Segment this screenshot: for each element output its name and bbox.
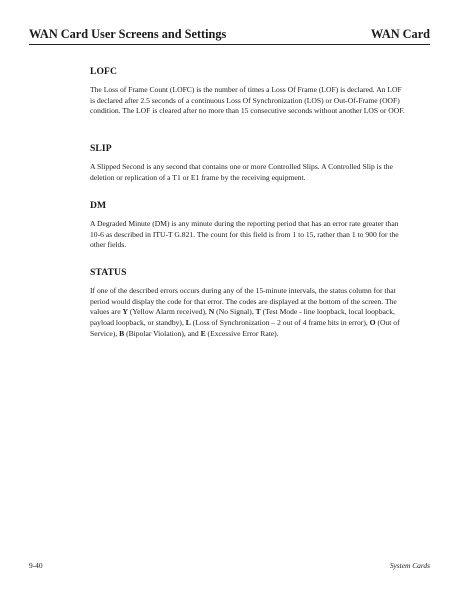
status-code-excessive-error-rate: E bbox=[200, 328, 206, 338]
status-text: (Yellow Alarm received), bbox=[127, 307, 209, 317]
status-text: (Test Mode - line loopback, local loopback, payload loopback, or standby), bbox=[90, 307, 395, 328]
section-heading-status: STATUS bbox=[90, 267, 127, 278]
header-section-title: WAN Card User Screens and Settings bbox=[29, 27, 227, 41]
footer-page-number: 9-40 bbox=[29, 561, 43, 570]
section-body-dm: A Degraded Minute (DM) is any minute during the reporting period that has an error rate greater than 10-6 as described in ITU-T G.821. The count for this field is from 1 to 15, rather than 1 to 900 for the other fields. bbox=[90, 219, 399, 250]
header-card-title: WAN Card bbox=[370, 27, 430, 41]
section-dm bbox=[90, 200, 408, 251]
page-header bbox=[29, 24, 430, 45]
status-code-yellow-alarm: Y bbox=[122, 307, 128, 317]
status-text: (Loss of Synchronization – 2 out of 4 frame bits in error), bbox=[190, 318, 370, 328]
section-slip bbox=[90, 143, 408, 183]
footer-chapter-title: System Cards bbox=[389, 561, 430, 570]
section-lofc bbox=[90, 66, 408, 117]
section-body-slip: A Slipped Second is any second that contains one or more Controlled Slips. A Controlled Slip is the deletion or replication of a T1 or E1 frame by the receiving equipment. bbox=[90, 162, 393, 182]
status-text: (Bipolar Violation), and bbox=[124, 328, 201, 338]
section-body-lofc: The Loss of Frame Count (LOFC) is the number of times a Loss Of Frame (LOF) is declared. An LOF is declared after 2.5 seconds of a continuous Loss Of Synchronization (LOS) or Out-Of-Frame (OOF) condition. The LOF is cleared after no more than 15 consecutive seconds without another LOS or OOF. bbox=[90, 85, 405, 116]
status-code-no-signal: N bbox=[208, 307, 215, 317]
status-code-bipolar-violation: B bbox=[119, 328, 125, 338]
status-code-test-mode: T bbox=[255, 307, 261, 317]
section-status bbox=[90, 267, 408, 340]
status-text: (No Signal), bbox=[214, 307, 256, 317]
section-body-status bbox=[90, 286, 408, 340]
status-code-out-of-service: O bbox=[369, 318, 376, 328]
status-text: (Excessive Error Rate). bbox=[205, 328, 279, 338]
section-heading-dm: DM bbox=[90, 200, 107, 211]
status-text: (Out of Service), bbox=[90, 318, 400, 338]
status-text: If one of the described errors occurs during any of the 15-minute intervals, the status column for that period would display the code for that error. The codes are displayed at the bottom of the screen. The values are bbox=[90, 286, 397, 317]
section-heading-lofc: LOFC bbox=[90, 66, 118, 77]
section-heading-slip: SLIP bbox=[90, 143, 112, 154]
status-code-loss-of-sync: L bbox=[185, 318, 191, 328]
